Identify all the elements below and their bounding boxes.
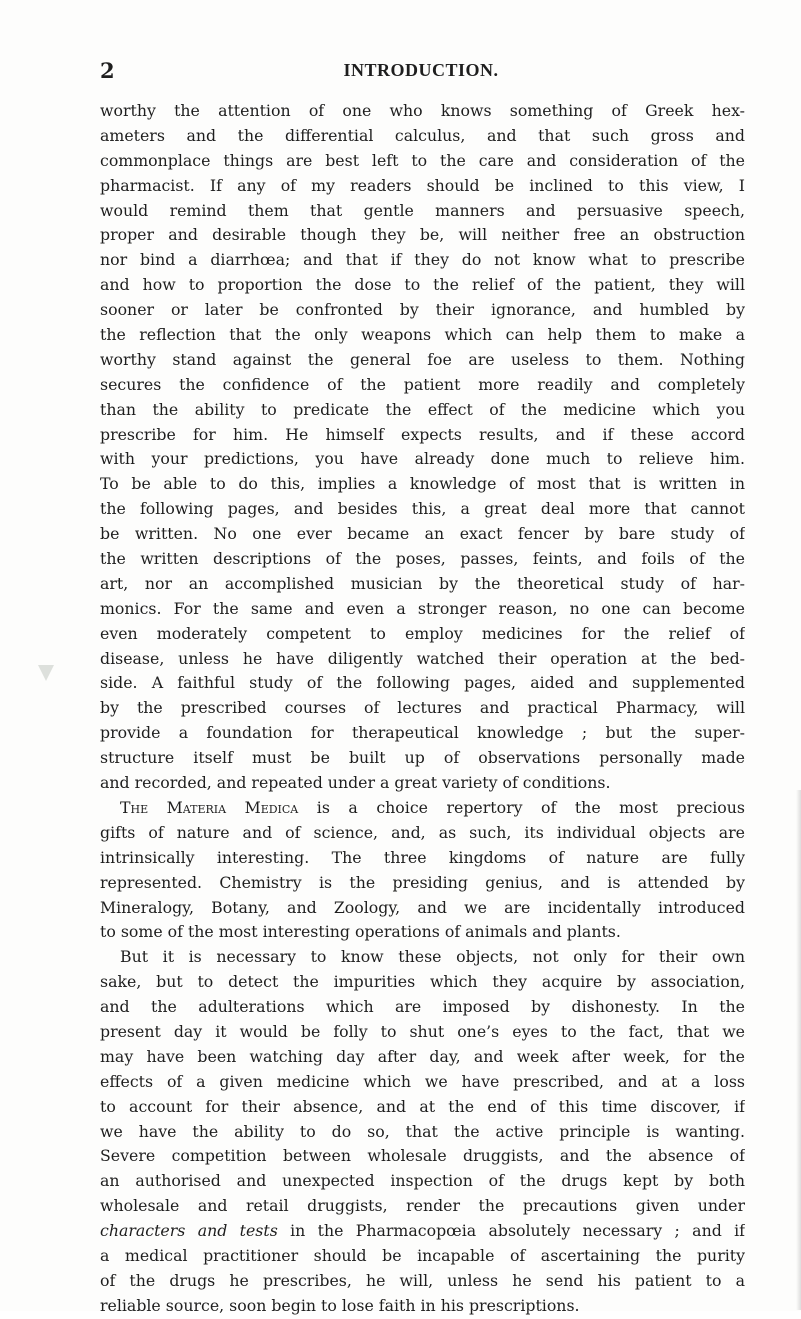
text-line: the written descriptions of the poses, passes, feints, and foils of the bbox=[100, 549, 745, 569]
text-line: wholesale and retail druggists, render the precautions given under bbox=[100, 1196, 745, 1216]
body-text bbox=[100, 99, 745, 1319]
running-head bbox=[100, 58, 742, 82]
text-line: represented. Chemistry is the presiding genius, and is attended by bbox=[100, 872, 745, 892]
text-line: disease, unless he have diligently watched their operation at the bed- bbox=[100, 648, 745, 668]
text-line: intrinsically interesting. The three kingdoms of nature are fully bbox=[100, 847, 745, 867]
text-line: To be able to do this, implies a knowledge of most that is written in bbox=[100, 474, 745, 494]
text-line: provide a foundation for therapeutical knowledge ; but the super- bbox=[100, 723, 745, 743]
running-title: INTRODUCTION. bbox=[343, 60, 499, 80]
text-line: an authorised and unexpected inspection of the drugs kept by both bbox=[100, 1171, 745, 1191]
text-line: But it is necessary to know these objects, not only for their own bbox=[120, 947, 745, 967]
text-line: than the ability to predicate the effect of the medicine which you bbox=[100, 399, 745, 419]
text-line: pharmacist. If any of my readers should be inclined to this view, I bbox=[100, 175, 745, 195]
text-line: would remind them that gentle manners and persuasive speech, bbox=[100, 200, 745, 220]
text-line: even moderately competent to employ medicines for the relief of bbox=[100, 623, 745, 643]
text-line: side. A faithful study of the following pages, aided and supplemented bbox=[100, 673, 745, 693]
text-line: we have the ability to do so, that the active principle is wanting. bbox=[100, 1121, 745, 1141]
page-edge-shadow bbox=[796, 790, 801, 1310]
text-line: the following pages, and besides this, a great deal more that cannot bbox=[100, 499, 745, 519]
text-line: secures the confidence of the patient more readily and completely bbox=[100, 374, 745, 394]
text-line: of the drugs he prescribes, he will, unless he send his patient to a bbox=[100, 1270, 745, 1290]
text-fragment: in the Pharmacopœia absolutely necessary ; and if bbox=[277, 1221, 745, 1241]
text-line: worthy stand against the general foe are useless to them. Nothing bbox=[100, 349, 745, 369]
text-line: and recorded, and repeated under a great variety of conditions. bbox=[100, 773, 611, 793]
text-line: proper and desirable though they be, will neither free an obstruction bbox=[100, 225, 745, 245]
scan-artifact bbox=[38, 665, 54, 681]
text-fragment: is a choice repertory of the most precious bbox=[298, 797, 745, 817]
text-line: ameters and the differential calculus, and that such gross and bbox=[100, 125, 745, 145]
text-line: be written. No one ever became an exact fencer by bare study of bbox=[100, 524, 745, 544]
text-line: a medical practitioner should be incapable of ascertaining the purity bbox=[100, 1245, 745, 1265]
text-line: effects of a given medicine which we have prescribed, and at a loss bbox=[100, 1071, 745, 1091]
section-term: The Materia Medica bbox=[120, 797, 299, 817]
text-line: nor bind a diarrhœa; and that if they do not know what to prescribe bbox=[100, 250, 745, 270]
text-line bbox=[100, 1219, 745, 1244]
text-line: the reflection that the only weapons which can help them to make a bbox=[100, 325, 745, 345]
text-line: to some of the most interesting operations of animals and plants. bbox=[100, 922, 621, 942]
text-line: and the adulterations which are imposed by dishonesty. In the bbox=[100, 997, 745, 1017]
text-line: commonplace things are best left to the care and consideration of the bbox=[100, 150, 745, 170]
text-line: with your predictions, you have already done much to relieve him. bbox=[100, 449, 745, 469]
text-line: by the prescribed courses of lectures and practical Pharmacy, will bbox=[100, 698, 745, 718]
emphasis-text: characters and tests bbox=[100, 1221, 278, 1241]
text-line: monics. For the same and even a stronger reason, no one can become bbox=[100, 598, 745, 618]
text-line bbox=[100, 796, 745, 821]
text-line: gifts of nature and of science, and, as such, its individual objects are bbox=[100, 822, 745, 842]
text-line: to account for their absence, and at the end of this time discover, if bbox=[100, 1096, 745, 1116]
text-line: present day it would be folly to shut one’s eyes to the fact, that we bbox=[100, 1021, 745, 1041]
text-line: may have been watching day after day, and week after week, for the bbox=[100, 1046, 745, 1066]
text-line: structure itself must be built up of observations personally made bbox=[100, 748, 745, 768]
page-number: 2 bbox=[100, 58, 115, 83]
text-line: prescribe for him. He himself expects results, and if these accord bbox=[100, 424, 745, 444]
text-line: art, nor an accomplished musician by the theoretical study of har- bbox=[100, 573, 745, 593]
text-line: reliable source, soon begin to lose faith in his prescriptions. bbox=[100, 1295, 580, 1315]
text-line: sake, but to detect the impurities which they acquire by association, bbox=[100, 972, 745, 992]
text-line: Severe competition between wholesale druggists, and the absence of bbox=[100, 1146, 745, 1166]
text-line: and how to proportion the dose to the relief of the patient, they will bbox=[100, 275, 745, 295]
text-line: Mineralogy, Botany, and Zoology, and we are incidentally introduced bbox=[100, 897, 745, 917]
text-line: worthy the attention of one who knows something of Greek hex- bbox=[100, 101, 745, 120]
text-line: sooner or later be confronted by their ignorance, and humbled by bbox=[100, 300, 745, 320]
